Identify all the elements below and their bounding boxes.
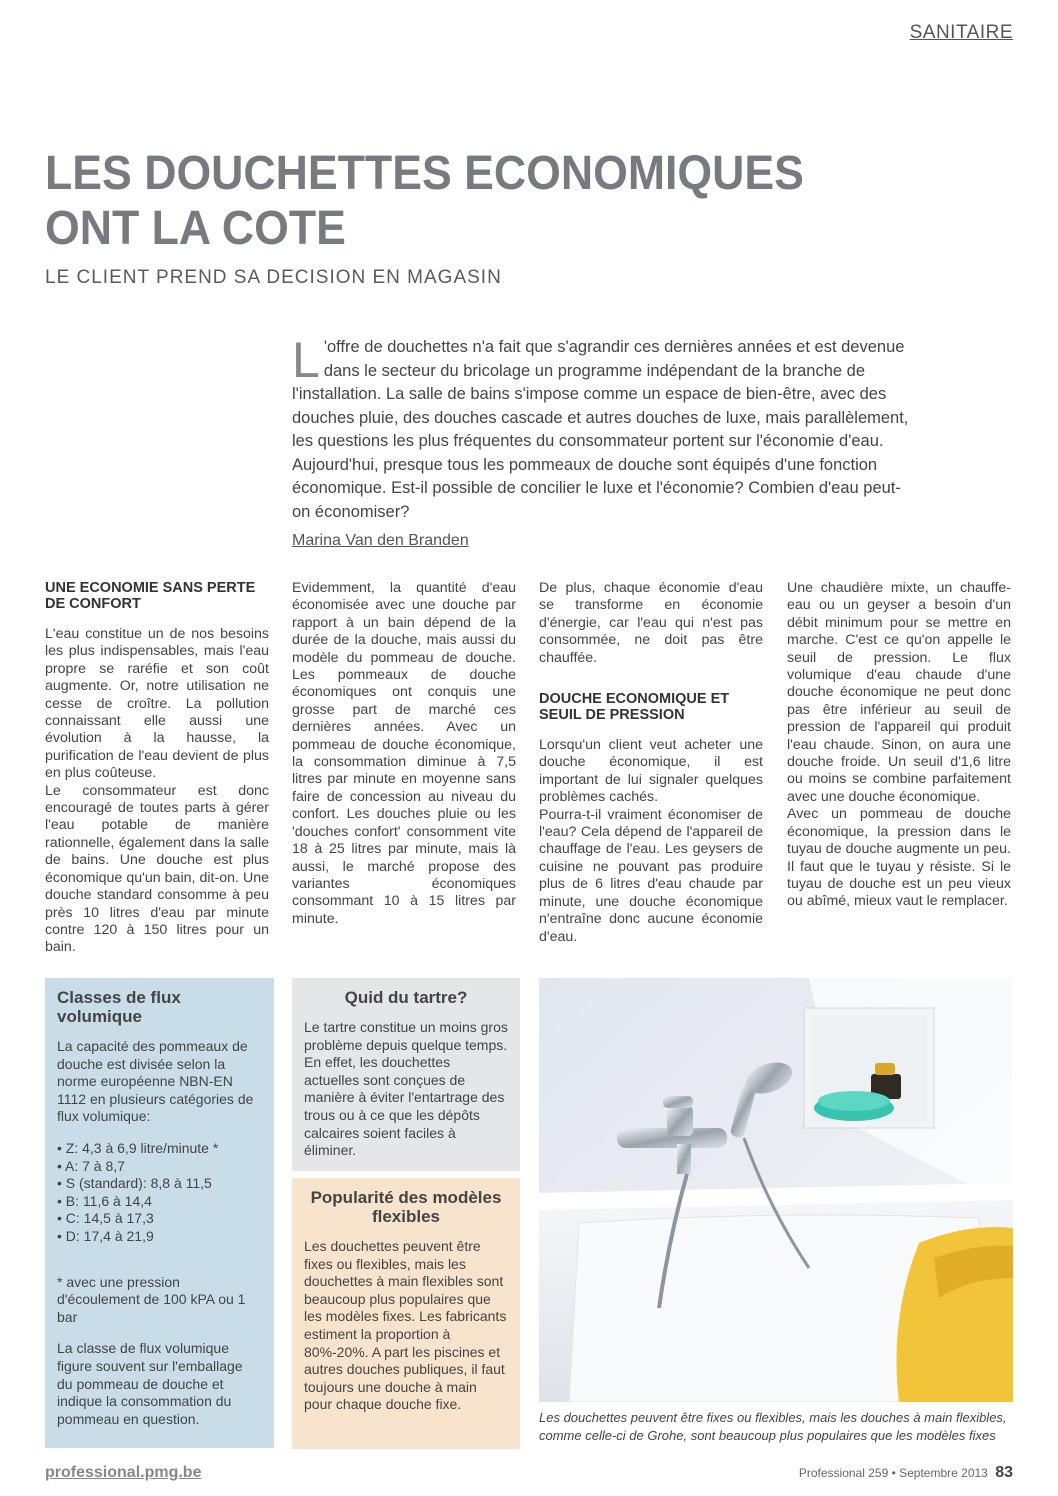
article-intro — [292, 332, 914, 524]
sidebar-popularite — [292, 1178, 520, 1449]
photo-caption: Les douchettes peuvent être fixes ou flexibles, mais les douches à main flexibles, comme celle-ci de Grohe, sont beaucoup plus populaires que les modèles fixes — [539, 1410, 1007, 1443]
column-2-paragraph-1: Evidemment, la quantité d'eau économisée avec une douche par rapport à un bain dépend de la durée de la douche, mais aussi du modèle du pommeau de douche. Les pommeaux de douche économiques ont conquis une grosse part de marché ces dernières années. Avec un pommeau de douche économique, la consommation diminue à 7,5 litres par minute en moyenne sans faire de concession au niveau du confort. Les douches pluie ou les 'douches confort' consomment vite 18 à 25 litres par minute, mais là aussi, le marché propose des variantes économiques consommant 10 à 15 litres par minute. — [292, 580, 516, 927]
flux-class-item: • Z: 4,3 à 6,9 litre/minute * — [57, 1139, 219, 1156]
page-number: 83 — [995, 1464, 1013, 1481]
flux-class-item: • S (standard): 8,8 à 11,5 — [57, 1175, 212, 1192]
flux-class-list — [57, 1140, 262, 1246]
author-byline: Marina Van den Branden — [292, 532, 469, 549]
column-3-paragraph-3: Pourra-t-il vraiment économiser de l'eau? Cela dépend de l'appareil de chauffage de l'eau. Les geysers de cuisine ne pouvant pas produire plus de 6 litres d'eau chaude par minute, une douche économique n'entraîne donc aucune économie d'eau. — [539, 806, 763, 945]
section-tag: SANITAIRE — [909, 22, 1013, 43]
column-1-heading: UNE ECONOMIE SANS PERTE DE CONFORT — [45, 580, 256, 612]
flux-class-item: • B: 11,6 à 14,4 — [57, 1192, 152, 1209]
popularite-box-text: Les douchettes peuvent être fixes ou flexibles, mais les douchettes à main flexibles sont beaucoup plus populaires que les modèles fixes. Les fabricants estiment la proportion à 80%-20%. A part les piscines et autres douches publiques, il faut toujours une douche à main pour chaque douche fixe. — [304, 1238, 507, 1413]
intro-text: 'offre de douchettes n'a fait que s'agrandir ces dernières années et est devenue dans le secteur du bricolage un programme indépendant de la branche de l'installation. La salle de bains s'impose comme un espace de bien-être, avec des douches pluie, des douches cascade et autres douches de luxe, mais parallèlement, les questions les plus fréquentes du consommateur portent sur l'économie d'eau. Aujourd'hui, presque tous les pommeaux de douche sont équipés d'une fonction économique. Est-il possible de concilier le luxe et l'économie? Combien d'eau peut-on économiser? — [292, 338, 909, 521]
popularite-box-title: Popularité des modèles flexibles — [310, 1188, 502, 1226]
tartre-box-text: Le tartre constitue un moins gros problème depuis quelque temps. En effet, les douchettes actuelles sont conçues de manière à éviter l'entartrage des trous ou à ce que les dépôts calcaires soient faciles à éliminer. — [304, 1019, 508, 1159]
title-line-2: ONT LA COTE — [45, 202, 346, 255]
footer-issue-text: Professional 259 • Septembre 2013 — [798, 1466, 988, 1480]
footer-issue — [799, 1464, 1013, 1482]
flux-class-item: • C: 14,5 à 17,3 — [57, 1210, 154, 1227]
footer-website-link[interactable]: professional.pmg.be — [45, 1464, 202, 1481]
drop-cap: L — [292, 332, 320, 388]
article-title — [45, 146, 882, 256]
column-1-paragraph-2: Le consommateur est donc encouragé de toutes parts à gérer l'eau potable de manière rationnelle, également dans la salle de bains. Une douche est plus économique qu'un bain, dit-on. Une douche standard consomme à peu près 10 litres d'eau par minute contre 120 à 150 litres pour un bain. — [45, 782, 269, 956]
column-3-paragraph-1: De plus, chaque économie d'eau se transforme en économie d'énergie, car l'eau qui n'est pas consommée, ne doit pas être chauffée. — [539, 580, 763, 666]
sidebar-flux-classes — [45, 978, 274, 1448]
column-3-paragraph-2: Lorsqu'un client veut acheter une douche économique, il est important de lui signaler quelques problèmes cachés. — [539, 737, 763, 806]
flux-box-intro: La capacité des pommeaux de douche est divisée selon la norme européenne NBN-EN 1112 en plusieurs catégories de flux volumique: — [57, 1038, 254, 1125]
flux-box-outro: La classe de flux volumique figure souvent sur l'emballage du pommeau de douche et indique la consommation du pommeau en question. — [57, 1340, 243, 1427]
column-2 — [292, 580, 516, 928]
flux-box-title: Classes de flux volumique — [57, 988, 181, 1026]
flux-class-item: • A: 7 à 8,7 — [57, 1157, 125, 1174]
column-4-paragraph-2: Avec un pommeau de douche économique, la pression dans le tuyau de douche augmente un peu. Il faut que le tuyau y résiste. Si le tuyau de douche est un peu vieux ou abîmé, mieux vaut le remplacer. — [787, 806, 1011, 910]
column-4-paragraph-1: Une chaudière mixte, un chauffe-eau ou un geyser a besoin d'un débit minimum pour se mettre en marche. C'est ce qu'on appelle le seuil de pression. Le flux volumique d'eau chaude d'une douche économique ne peut donc pas être inférieur au seuil de pression de l'appareil qui produit l'eau chaude. Sinon, on aura une douche froide. Un seuil d'1,6 litre ou moins se combine parfaitement avec une douche économique. — [787, 580, 1011, 805]
column-3 — [539, 580, 763, 946]
column-1-paragraph-1: L'eau constitue un de nos besoins les plus indispensables, mais l'eau propre se raréfie et son coût augmente. Or, notre utilisation ne cesse de croître. La pollution connaissant elle aussi une évolution à la hausse, la purification de l'eau devient de plus en plus coûteuse. — [45, 626, 269, 782]
title-line-1: LES DOUCHETTES ECONOMIQUES — [45, 147, 804, 200]
flux-class-item: • D: 17,4 à 21,9 — [57, 1227, 154, 1244]
shower-photo — [539, 978, 1013, 1402]
flux-box-note: * avec une pression d'écoulement de 100 kPA ou 1 bar — [57, 1273, 246, 1325]
column-4 — [787, 580, 1011, 911]
tartre-box-title: Quid du tartre? — [344, 988, 468, 1007]
article-subtitle: LE CLIENT PREND SA DECISION EN MAGASIN — [45, 267, 502, 288]
column-1 — [45, 580, 269, 957]
column-3-heading: DOUCHE ECONOMIQUE ET SEUIL DE PRESSION — [539, 691, 730, 724]
sidebar-tartre — [292, 978, 520, 1171]
